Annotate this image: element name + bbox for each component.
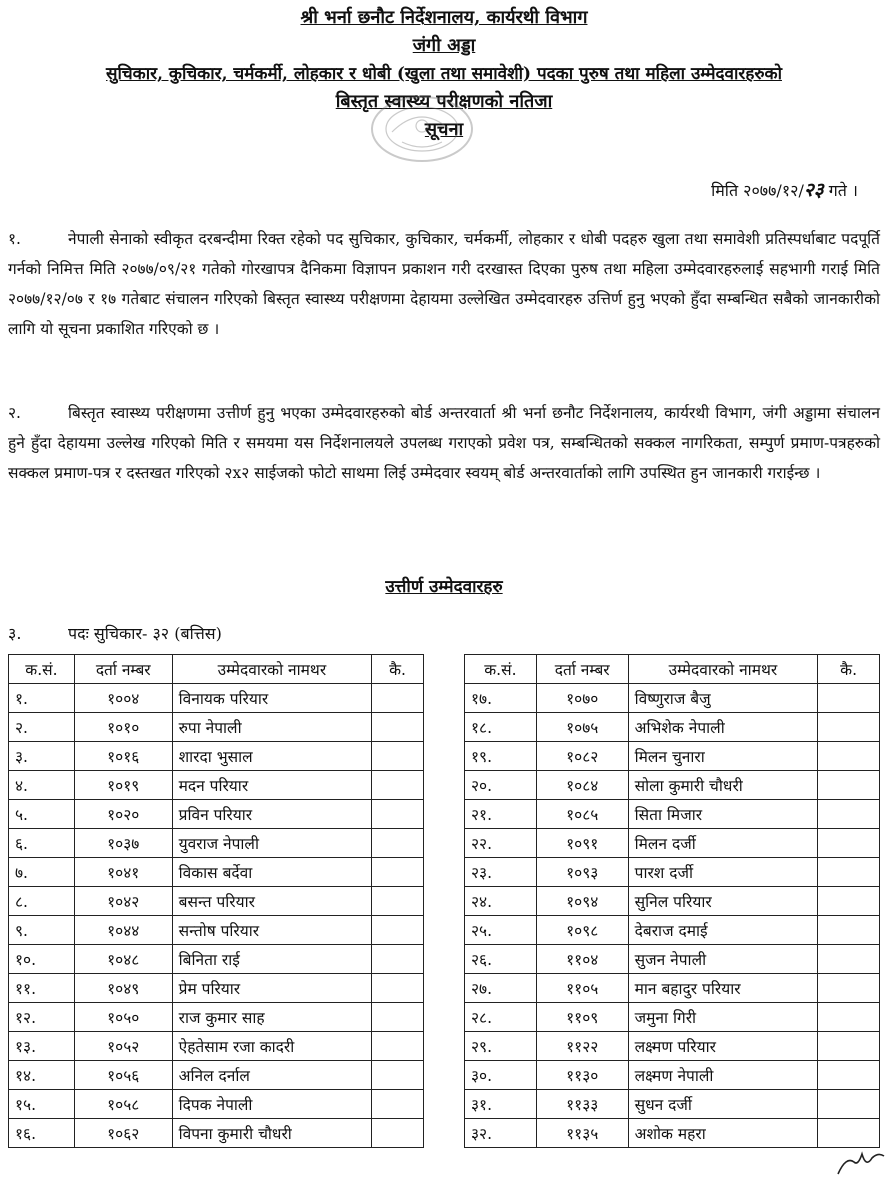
remarks-cell xyxy=(818,742,880,771)
table-row xyxy=(9,887,424,916)
serial-number-cell: ५. xyxy=(9,800,75,829)
serial-number-cell: ९. xyxy=(9,916,75,945)
table-row xyxy=(465,771,880,800)
serial-number-cell: १०. xyxy=(9,945,75,974)
candidate-name-cell: मिलन दर्जी xyxy=(628,829,818,858)
table-row xyxy=(465,1119,880,1148)
registration-number-cell: १०३७ xyxy=(74,829,172,858)
candidate-name-cell: जमुना गिरी xyxy=(628,1003,818,1032)
remarks-cell xyxy=(818,1119,880,1148)
serial-number-cell: १. xyxy=(9,684,75,713)
table-row xyxy=(465,945,880,974)
serial-number-cell: १२. xyxy=(9,1003,75,1032)
paragraph-2-text: बिस्तृत स्वास्थ्य परीक्षणमा उत्तीर्ण हुनु भएका उम्मेदवारहरुको बोर्ड अन्तरवार्ता श्री भर्ना छनौट निर्देशनालय, कार्यरथी विभाग, जंगी अड्डामा संचालन हुने हुँदा देहायमा उल्लेख गरिएको मिति र समयमा यस निर्देशनालयले उपलब्ध गराएको प्रवेश पत्र, सम्बन्धितको सक्कल नागरिकता, सम्पुर्ण प्रमाण-पत्रहरुको सक्कल प्रमाण-पत्र र दस्तखत गरिएको २x२ साईजको फोटो साथमा लिई उम्मेदवार स्वयम् बोर्ड अन्तरवार्ताको लागि उपस्थित हुन जानकारी गराईन्छ । xyxy=(8,404,880,482)
table-row xyxy=(465,713,880,742)
result-heading: बिस्तृत स्वास्थ्य परीक्षणको नतिजा xyxy=(335,91,553,112)
candidate-name-cell: लक्ष्मण नेपाली xyxy=(628,1061,818,1090)
candidate-name-cell: सोला कुमारी चौधरी xyxy=(628,771,818,800)
registration-number-cell: १०२० xyxy=(74,800,172,829)
col-header-name: उम्मेदवारको नामथर xyxy=(172,655,372,684)
col-header-remarks: कै. xyxy=(372,655,424,684)
registration-number-cell: १०४९ xyxy=(74,974,172,1003)
registration-number-cell: १०९३ xyxy=(536,858,628,887)
paragraph-1-number: १. xyxy=(8,230,21,248)
table-row xyxy=(465,742,880,771)
table-row xyxy=(9,1032,424,1061)
registration-number-cell: १०५० xyxy=(74,1003,172,1032)
serial-number-cell: २६. xyxy=(465,945,537,974)
candidate-name-cell: सुनिल परियार xyxy=(628,887,818,916)
col-header-remarks: कै. xyxy=(818,655,880,684)
remarks-cell xyxy=(372,974,424,1003)
registration-number-cell: ११२२ xyxy=(536,1032,628,1061)
remarks-cell xyxy=(372,916,424,945)
candidate-name-cell: सुजन नेपाली xyxy=(628,945,818,974)
registration-number-cell: १०४४ xyxy=(74,916,172,945)
serial-number-cell: १५. xyxy=(9,1090,75,1119)
remarks-cell xyxy=(372,1090,424,1119)
table-row xyxy=(465,1032,880,1061)
candidate-name-cell: लक्ष्मण परियार xyxy=(628,1032,818,1061)
table-row xyxy=(9,945,424,974)
candidate-name-cell: सिता मिजार xyxy=(628,800,818,829)
table-row xyxy=(465,887,880,916)
table-row xyxy=(9,1003,424,1032)
remarks-cell xyxy=(818,945,880,974)
registration-number-cell: १०९४ xyxy=(536,887,628,916)
remarks-cell xyxy=(372,713,424,742)
serial-number-cell: १७. xyxy=(465,684,537,713)
office-location: जंगी अड्डा xyxy=(412,35,476,56)
serial-number-cell: ४. xyxy=(9,771,75,800)
paragraph-1 xyxy=(8,224,880,344)
date-day: २३ xyxy=(803,179,824,201)
serial-number-cell: २०. xyxy=(465,771,537,800)
remarks-cell xyxy=(372,742,424,771)
registration-number-cell: १०६२ xyxy=(74,1119,172,1148)
remarks-cell xyxy=(372,1032,424,1061)
registration-number-cell: १०१६ xyxy=(74,742,172,771)
table-header-row xyxy=(9,655,424,684)
registration-number-cell: १०५२ xyxy=(74,1032,172,1061)
table-row xyxy=(9,771,424,800)
serial-number-cell: २३. xyxy=(465,858,537,887)
candidate-name-cell: सुधन दर्जी xyxy=(628,1090,818,1119)
remarks-cell xyxy=(818,800,880,829)
remarks-cell xyxy=(372,1061,424,1090)
candidate-name-cell: प्रविन परियार xyxy=(172,800,372,829)
table-row xyxy=(465,1003,880,1032)
candidate-name-cell: विकास बर्देवा xyxy=(172,858,372,887)
registration-number-cell: १०७५ xyxy=(536,713,628,742)
candidate-name-cell: पारश दर्जी xyxy=(628,858,818,887)
serial-number-cell: ३०. xyxy=(465,1061,537,1090)
registration-number-cell: ११३५ xyxy=(536,1119,628,1148)
candidate-name-cell: रुपा नेपाली xyxy=(172,713,372,742)
table-row xyxy=(9,684,424,713)
remarks-cell xyxy=(372,1119,424,1148)
registration-number-cell: १०७० xyxy=(536,684,628,713)
posts-heading: सुचिकार, कुचिकार, चर्मकर्मी, लोहकार र धोबी (खुला तथा समावेशी) पदका पुरुष तथा महिला उम्मेदवारहरुको xyxy=(105,64,782,84)
table-row xyxy=(9,916,424,945)
table-row xyxy=(465,829,880,858)
table-row xyxy=(9,974,424,1003)
candidate-name-cell: मिलन चुनारा xyxy=(628,742,818,771)
signature-mark xyxy=(836,1148,886,1176)
registration-number-cell: १०८२ xyxy=(536,742,628,771)
table-row xyxy=(9,829,424,858)
serial-number-cell: ८. xyxy=(9,887,75,916)
registration-number-cell: १०८५ xyxy=(536,800,628,829)
registration-number-cell: १०५६ xyxy=(74,1061,172,1090)
remarks-cell xyxy=(818,858,880,887)
registration-number-cell: १०९१ xyxy=(536,829,628,858)
remarks-cell xyxy=(818,771,880,800)
paragraph-1-text: नेपाली सेनाको स्वीकृत दरबन्दीमा रिक्त रहेको पद सुचिकार, कुचिकार, चर्मकर्मी, लोहकार र धोबी पदहरु खुला तथा समावेशी प्रतिस्पर्धाबाट पदपूर्ति गर्नको निमित्त मिति २०७७/०९/२१ गतेको गोरखापत्र दैनिकमा विज्ञापन प्रकाशन गरी दरखास्त दिएका पुरुष तथा महिला उम्मेदवारहरुलाई सहभागी गराई मिति २०७७/१२/०७ र १७ गतेबाट संचालन गरिएको बिस्तृत स्वास्थ्य परीक्षणमा देहायमा उल्लेखित उम्मेदवारहरु उत्तिर्ण हुनु भएको हुँदा सम्बन्धित सबैको जानकारीको लागि यो सूचना प्रकाशित गरिएको छ । xyxy=(8,230,880,338)
col-header-name: उम्मेदवारको नामथर xyxy=(628,655,818,684)
registration-number-cell: ११३० xyxy=(536,1061,628,1090)
registration-number-cell: १०१९ xyxy=(74,771,172,800)
registration-number-cell: ११३३ xyxy=(536,1090,628,1119)
candidate-name-cell: बसन्त परियार xyxy=(172,887,372,916)
remarks-cell xyxy=(818,713,880,742)
notice-date xyxy=(711,176,858,202)
registration-number-cell: १०८४ xyxy=(536,771,628,800)
remarks-cell xyxy=(372,945,424,974)
table-row xyxy=(465,1061,880,1090)
remarks-cell xyxy=(372,858,424,887)
candidate-name-cell: सन्तोष परियार xyxy=(172,916,372,945)
candidate-name-cell: मान बहादुर परियार xyxy=(628,974,818,1003)
table-row xyxy=(9,1090,424,1119)
col-header-reg: दर्ता नम्बर xyxy=(74,655,172,684)
serial-number-cell: २४. xyxy=(465,887,537,916)
remarks-cell xyxy=(372,1003,424,1032)
col-header-sn: क.सं. xyxy=(9,655,75,684)
paragraph-2-number: २. xyxy=(8,404,21,422)
table-header-row xyxy=(465,655,880,684)
serial-number-cell: ११. xyxy=(9,974,75,1003)
remarks-cell xyxy=(818,1061,880,1090)
registration-number-cell: १०४८ xyxy=(74,945,172,974)
registration-number-cell: १०४१ xyxy=(74,858,172,887)
remarks-cell xyxy=(818,916,880,945)
serial-number-cell: ७. xyxy=(9,858,75,887)
serial-number-cell: १४. xyxy=(9,1061,75,1090)
candidates-table-right xyxy=(464,654,880,1148)
notice-heading: सूचना xyxy=(424,119,464,140)
serial-number-cell: ६. xyxy=(9,829,75,858)
candidates-table-left xyxy=(8,654,424,1148)
serial-number-cell: २७. xyxy=(465,974,537,1003)
serial-number-cell: २२. xyxy=(465,829,537,858)
table-row xyxy=(9,742,424,771)
table-row xyxy=(465,858,880,887)
remarks-cell xyxy=(818,887,880,916)
candidate-name-cell: युवराज नेपाली xyxy=(172,829,372,858)
registration-number-cell: १०४२ xyxy=(74,887,172,916)
serial-number-cell: २१. xyxy=(465,800,537,829)
serial-number-cell: १९. xyxy=(465,742,537,771)
table-row xyxy=(9,800,424,829)
office-name: श्री भर्ना छनौट निर्देशनालय, कार्यरथी विभाग xyxy=(300,7,588,28)
candidate-name-cell: अभिशेक नेपाली xyxy=(628,713,818,742)
table-row xyxy=(9,1119,424,1148)
table-row xyxy=(9,713,424,742)
candidate-name-cell: प्रेम परियार xyxy=(172,974,372,1003)
remarks-cell xyxy=(372,829,424,858)
remarks-cell xyxy=(372,800,424,829)
remarks-cell xyxy=(372,887,424,916)
candidate-name-cell: विष्णुराज बैजु xyxy=(628,684,818,713)
passed-candidates-title: उत्तीर्ण उम्मेदवारहरु xyxy=(385,577,503,597)
registration-number-cell: १०१० xyxy=(74,713,172,742)
remarks-cell xyxy=(818,684,880,713)
post-line xyxy=(8,622,222,644)
serial-number-cell: १८. xyxy=(465,713,537,742)
registration-number-cell: १००४ xyxy=(74,684,172,713)
candidate-name-cell: शारदा भुसाल xyxy=(172,742,372,771)
serial-number-cell: ३२. xyxy=(465,1119,537,1148)
table-row xyxy=(465,974,880,1003)
registration-number-cell: १०५८ xyxy=(74,1090,172,1119)
table-row xyxy=(465,1090,880,1119)
candidate-name-cell: राज कुमार साह xyxy=(172,1003,372,1032)
candidate-name-cell: विपना कुमारी चौधरी xyxy=(172,1119,372,1148)
serial-number-cell: १६. xyxy=(9,1119,75,1148)
candidate-name-cell: अनिल दर्नाल xyxy=(172,1061,372,1090)
candidate-name-cell: दिपक नेपाली xyxy=(172,1090,372,1119)
serial-number-cell: २९. xyxy=(465,1032,537,1061)
remarks-cell xyxy=(818,974,880,1003)
table-row xyxy=(465,916,880,945)
table-row xyxy=(465,800,880,829)
registration-number-cell: ११०५ xyxy=(536,974,628,1003)
serial-number-cell: २५. xyxy=(465,916,537,945)
date-suffix: गते । xyxy=(823,181,858,200)
official-seal-stamp xyxy=(362,92,482,166)
serial-number-cell: ३. xyxy=(9,742,75,771)
remarks-cell xyxy=(818,1090,880,1119)
registration-number-cell: ११०९ xyxy=(536,1003,628,1032)
registration-number-cell: १०९८ xyxy=(536,916,628,945)
serial-number-cell: ३१. xyxy=(465,1090,537,1119)
candidate-name-cell: देबराज दमाई xyxy=(628,916,818,945)
candidate-name-cell: विनायक परियार xyxy=(172,684,372,713)
candidate-name-cell: मदन परियार xyxy=(172,771,372,800)
candidate-name-cell: ऐहतेसाम रजा कादरी xyxy=(172,1032,372,1061)
remarks-cell xyxy=(372,771,424,800)
candidate-name-cell: अशोक महरा xyxy=(628,1119,818,1148)
post-label: पदः सुचिकार- ३२ (बत्तिस) xyxy=(68,624,222,643)
post-number: ३. xyxy=(8,624,22,643)
remarks-cell xyxy=(372,684,424,713)
paragraph-2 xyxy=(8,398,880,488)
table-row xyxy=(465,684,880,713)
candidate-name-cell: बिनिता राई xyxy=(172,945,372,974)
col-header-sn: क.सं. xyxy=(465,655,537,684)
table-row xyxy=(9,1061,424,1090)
date-prefix: मिति २०७७/१२/ xyxy=(711,181,804,200)
registration-number-cell: ११०४ xyxy=(536,945,628,974)
serial-number-cell: १३. xyxy=(9,1032,75,1061)
table-row xyxy=(9,858,424,887)
serial-number-cell: २. xyxy=(9,713,75,742)
remarks-cell xyxy=(818,1003,880,1032)
col-header-reg: दर्ता नम्बर xyxy=(536,655,628,684)
serial-number-cell: २८. xyxy=(465,1003,537,1032)
remarks-cell xyxy=(818,1032,880,1061)
remarks-cell xyxy=(818,829,880,858)
